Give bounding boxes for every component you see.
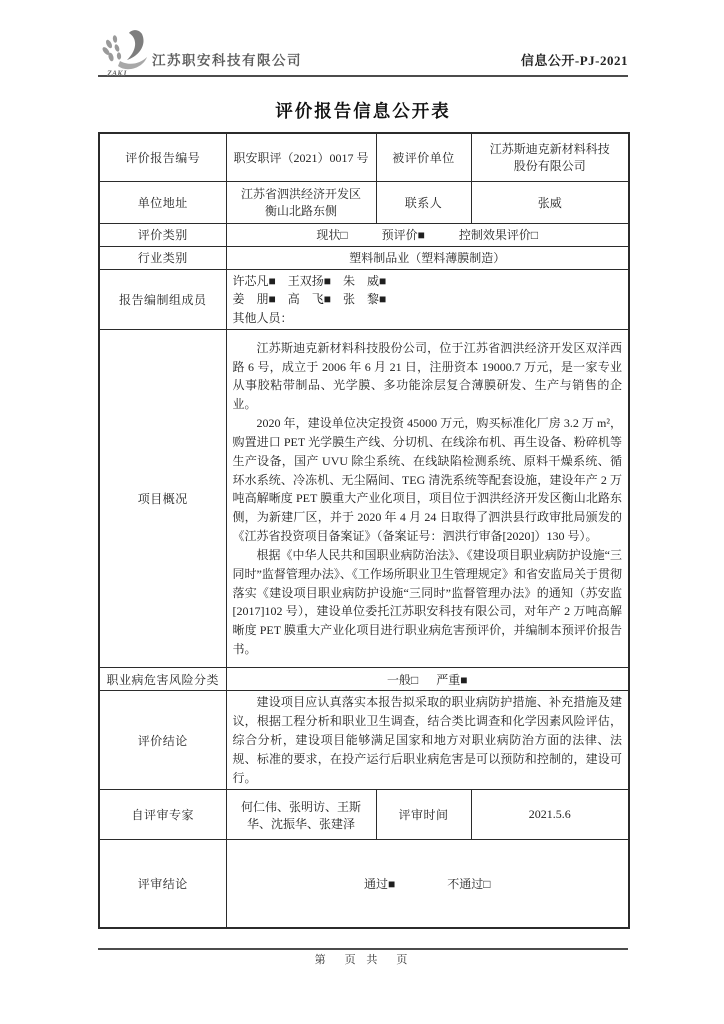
overview-paragraph-1: 江苏斯迪克新材料科技股份公司，位于江苏省泗洪经济开发区双洋西路 6 号，成立于 2006 年 6 月 21 日，注册资本 19000.7 万元，是一家专业从事胶粘带制品、光学膜、多功能涂层复合薄膜研发、生产与销售的企业。: [232, 340, 622, 412]
review-time-value: 2021.5.6: [471, 790, 629, 840]
category-label: 评价类别: [99, 223, 226, 246]
category-options: [226, 223, 629, 246]
members-line-2: 姜 朋■ 高 飞■ 张 黎■: [232, 292, 387, 307]
page-title: 评价报告信息公开表: [275, 101, 451, 121]
overview-paragraph-3: 根据《中华人民共和国职业病防治法》、《建设项目职业病防护设施“三同时”监督管理办法》、《工作场所职业卫生管理规定》和省安监局关于贯彻落实《建设项目职业病防护设施“三同时”监督管理办法》的通知（苏安监[2017]102 号），建设单位委托江苏职安科技有限公司，对年产 2 万吨高解晰度 PET 膜重大产业化项目进行职业病危害预评价，并编制本预评价报告书。: [232, 547, 622, 656]
address-text: 江苏省泗洪经济开发区衡山北路东侧: [240, 187, 361, 218]
address-value: [226, 181, 376, 223]
evaluated-unit-text: 江苏斯迪克新材料科技股份有限公司: [489, 142, 610, 174]
review-result-label: 评审结论: [99, 840, 226, 928]
document-code: 信息公开-PJ-2021: [520, 53, 628, 68]
overview-paragraph-2: 2020 年，建设单位决定投资 45000 万元，购买标准化厂房 3.2 万 m²，购置进口 PET 光学膜生产线、分切机、在线涂布机、再生设备、粉碎机等生产设备，国产 UVU 除尘系统、在线缺陷检测系统、原料干燥系统、循环水系统、冷冻机、无尘隔间、TEG 清洗系统等配套设施，建设年产 2 万吨高解晰度 PET 膜重大产业化项目，项目位于泗洪经济开发区衡山北路东侧，为新建厂区，并于 2020 年 4 月 24 日取得了泗洪县行政审批局颁发的《江苏省投资项目备案证》（备案证号：泗洪行审备[2020]）130 号）。: [232, 416, 622, 544]
members-line-1: 许芯凡■ 王双扬■ 朱 威■: [232, 273, 387, 288]
table-row: [99, 668, 629, 691]
members-value: [226, 269, 629, 330]
evaluated-unit-label: 被评价单位: [376, 133, 471, 181]
table-row: [99, 223, 629, 246]
experts-value: 何仁伟、张明访、王斯华、沈振华、张建泽: [226, 790, 376, 840]
disclosure-table: [98, 132, 630, 929]
members-line-3: 其他人员：: [232, 310, 293, 325]
industry-label: 行业类别: [99, 246, 226, 269]
table-row: [99, 790, 629, 840]
table-row: [99, 269, 629, 330]
overview-value: [226, 330, 629, 668]
review-time-label: 评审时间: [376, 790, 471, 840]
report-no-value: 职安职评（2021）0017 号: [226, 133, 376, 181]
table-row: [99, 181, 629, 223]
page-number-text: 第 页 共 页: [314, 954, 412, 966]
contact-label: 联系人: [376, 181, 471, 223]
contact-value: 张威: [471, 181, 629, 223]
document-header: [98, 24, 628, 77]
conclusion-paragraph: 建设项目应认真落实本报告拟采取的职业病防护措施、补充措施及建议，根据工程分析和职业卫生调查，结合类比调查和化学因素风险评估，综合分析，建设项目能够满足国家和地方对职业病防治方面的法律、法规、标准的要求，在投产运行后职业病危害是可以预防和控制的，建设可行。: [232, 695, 622, 785]
address-label: 单位地址: [99, 181, 226, 223]
checkbox-review-pass: 通过■: [364, 877, 396, 892]
risk-label: 职业病危害风险分类: [99, 668, 226, 691]
risk-options: [226, 668, 629, 691]
checkbox-risk-general: 一般□: [387, 672, 419, 687]
checkbox-current-status: 现状□: [316, 228, 348, 242]
conclusion-label: 评价结论: [99, 691, 226, 790]
industry-value: 塑料制品业（塑料薄膜制造）: [226, 246, 629, 269]
checkbox-risk-severe: 严重■: [436, 672, 468, 687]
checkbox-control-effect: 控制效果评价□: [458, 228, 539, 242]
company-logo: [98, 30, 152, 78]
conclusion-value: [226, 691, 629, 790]
evaluated-unit-value: [471, 133, 629, 181]
logo-mark-icon: [98, 30, 152, 78]
report-no-label: 评价报告编号: [99, 133, 226, 181]
logo-text: ZAKJ: [107, 69, 127, 78]
overview-label: 项目概况: [99, 330, 226, 668]
checkbox-review-fail: 不通过□: [447, 877, 491, 892]
table-row: [99, 246, 629, 269]
review-result-options: [226, 840, 629, 928]
checkbox-pre-evaluation: 预评价■: [381, 228, 425, 242]
company-name: 江苏职安科技有限公司: [152, 53, 302, 68]
page-footer: [98, 948, 628, 967]
table-row: [99, 691, 629, 790]
members-label: 报告编制组成员: [99, 269, 226, 330]
company-brand: [98, 26, 302, 78]
table-row: [99, 330, 629, 668]
table-row: [99, 840, 629, 928]
table-row: [99, 133, 629, 181]
experts-label: 自评审专家: [99, 790, 226, 840]
